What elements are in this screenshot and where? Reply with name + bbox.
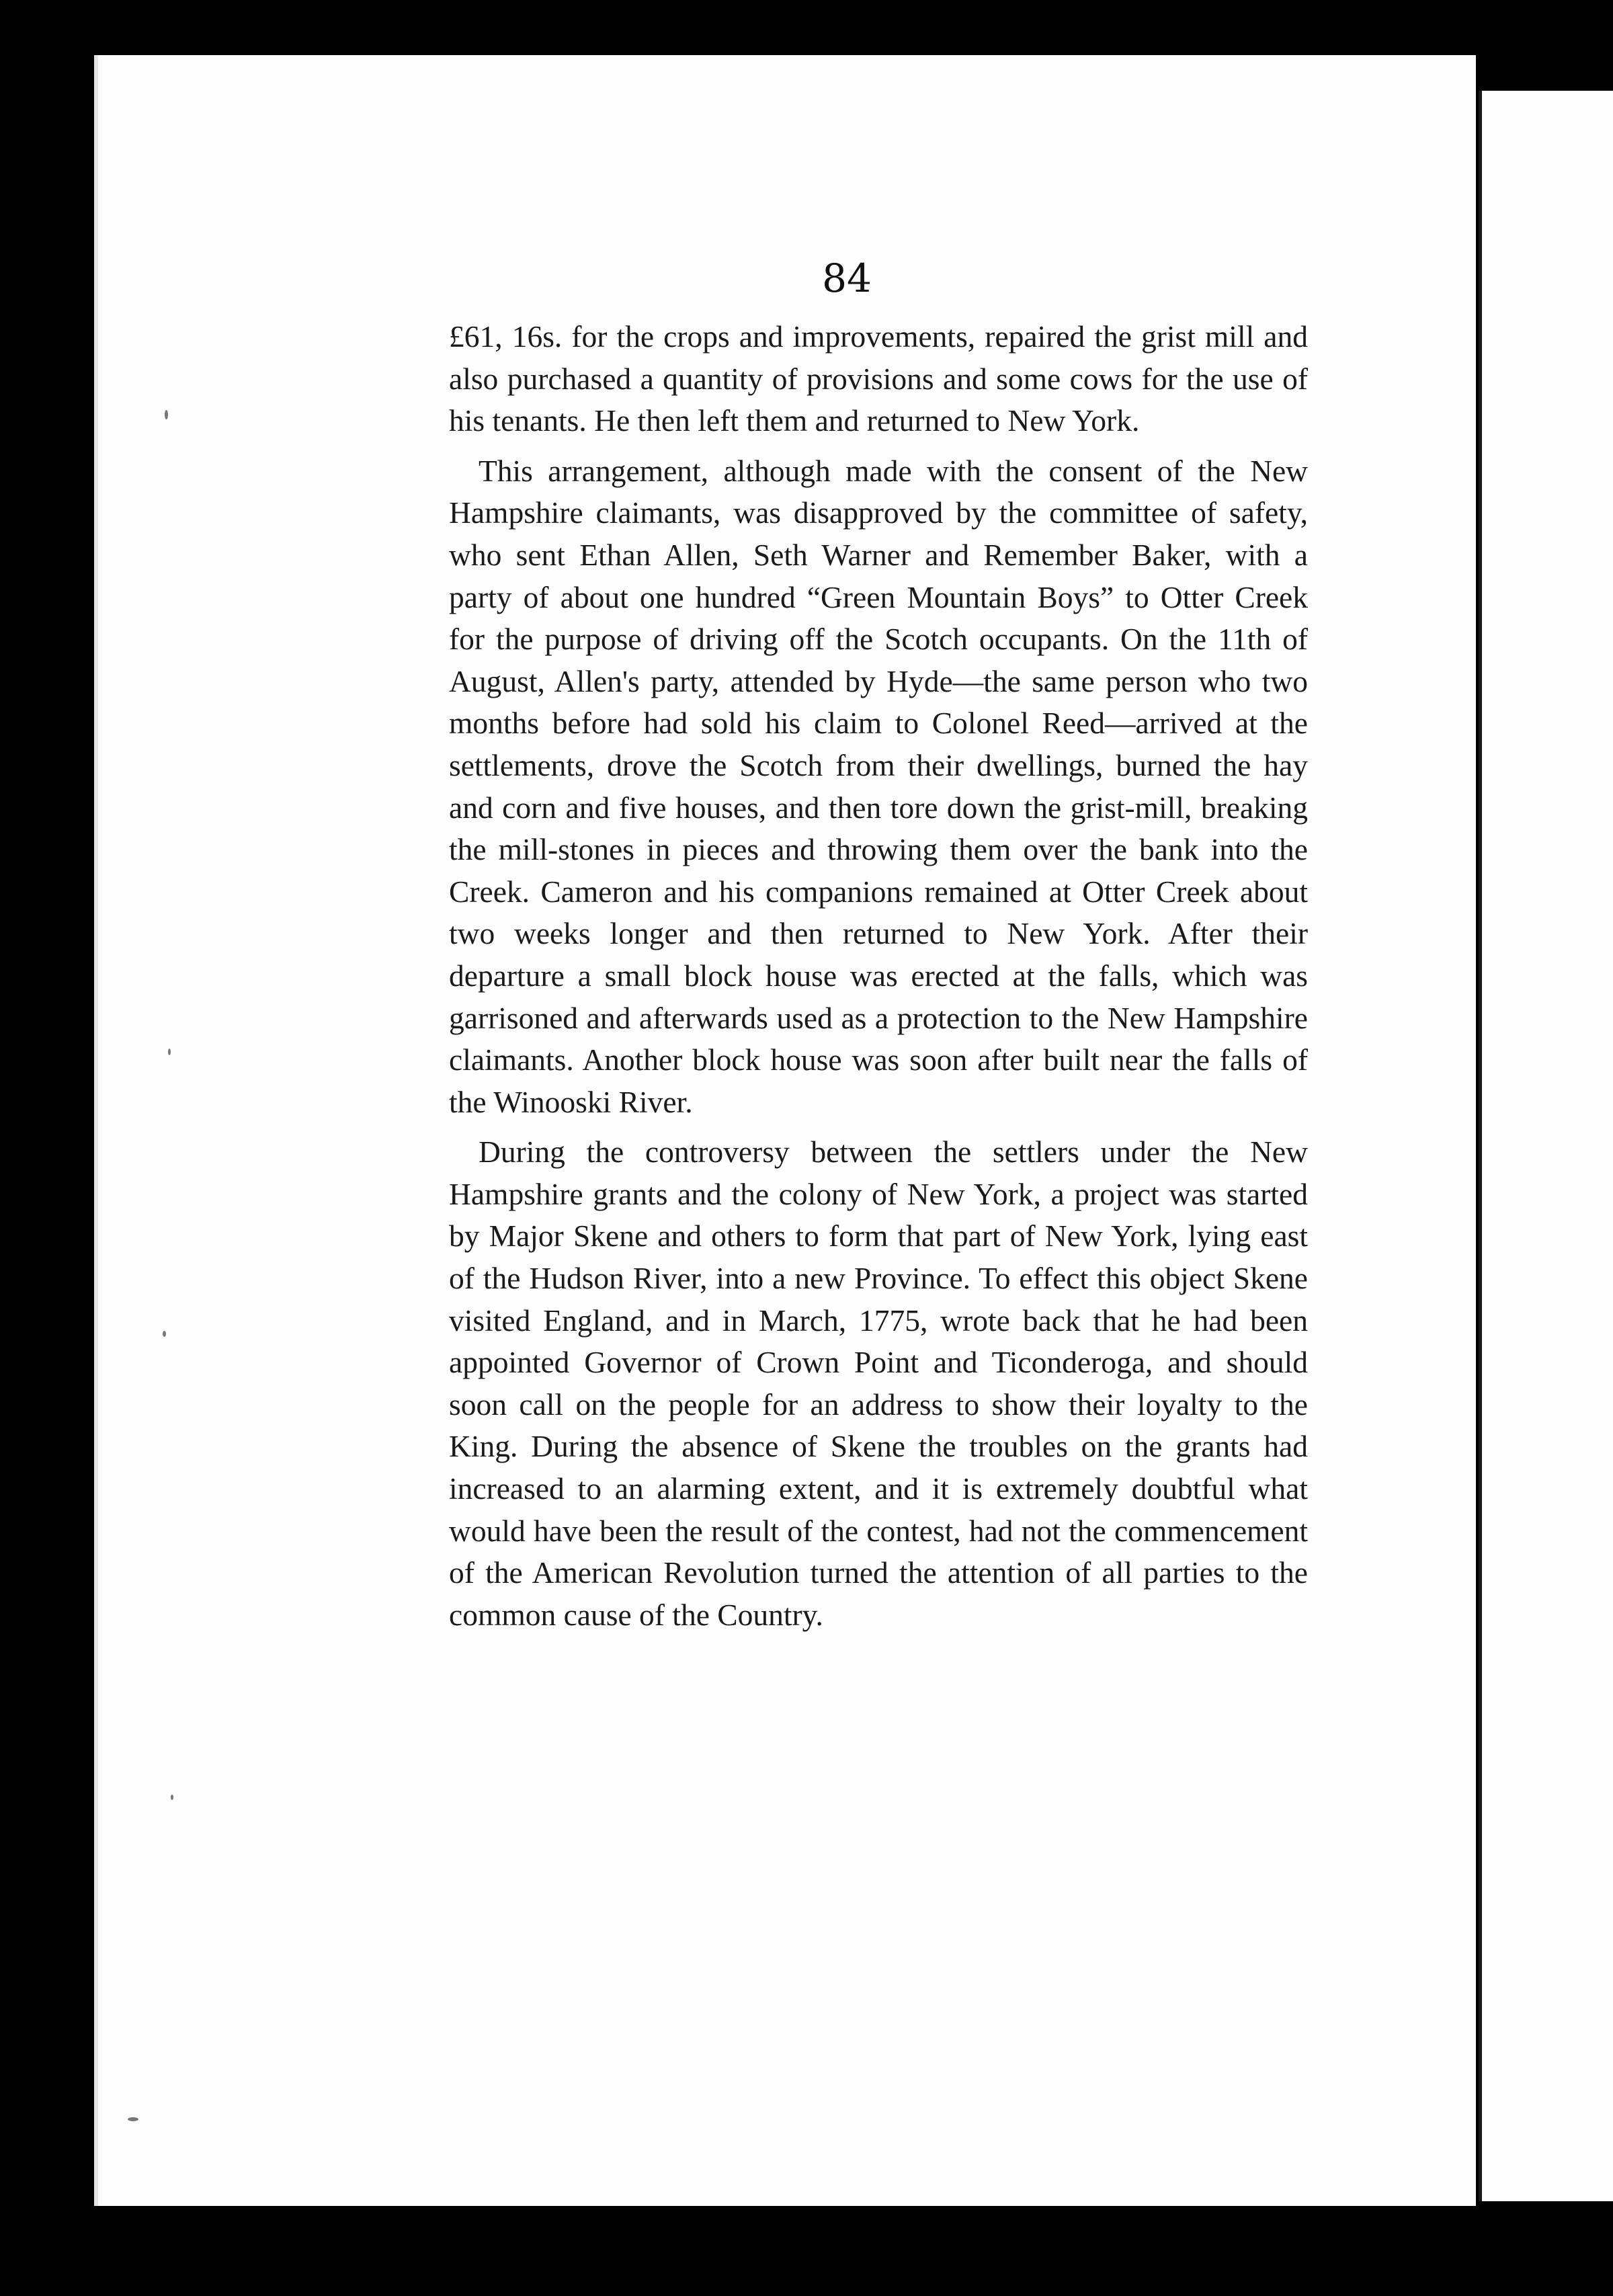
speck	[171, 1795, 173, 1800]
next-page-sliver	[1482, 91, 1613, 2201]
paragraph-3: During the controversy between the settlers under the New Hampshire grants and the colony of New York, a project was started by Major Skene and others to form that part of New York, lying east of the Hudson River, into a new Province. To effect this object Skene visited England, and in March, 1775, wrote back that he had been appointed Governor of Crown Point and Ticonderoga, and should soon call on the people for an address to show their loyalty to the King. During the absence of Skene the troubles on the grants had increased to an alarming extent, and it is extremely doubtful what would have been the result of the contest, had not the commencement of the American Revolution turned the attention of all parties to the common cause of the Country.	[449, 1135, 1308, 1632]
speck	[128, 2117, 138, 2121]
page-number: 84	[822, 255, 872, 301]
speck	[163, 1331, 166, 1337]
speck	[165, 410, 168, 419]
margin-specks	[101, 134, 181, 2151]
paragraph-2: This arrangement, although made with the consent of the New Hampshire claimants, was disapproved by the committee of safety, who sent Ethan Allen, Seth Warner and Remember Baker, with a party of about one hundred “Green Mountain Boys” to Otter Creek for the purpose of driving off the Scotch occupants. On the 11th of August, Allen's party, attended by Hyde—the same person who two months before had sold his claim to Colonel Reed—arrived at the settlements, drove the Scotch from their dwellings, burned the hay and corn and five houses, and then tore down the grist-mill, breaking the mill-stones in pieces and throwing them over the bank into the Creek. Cameron and his companions remained at Otter Creek about two weeks longer and then returned to New York. After their departure a small block house was erected at the falls, which was garrisoned and afterwards used as a protection to the New Hampshire claimants. Another block house was soon after built near the falls of the Winooski River.	[449, 453, 1308, 1119]
body-text	[449, 316, 1308, 1644]
paragraph-1: £61, 16s. for the crops and improvements, repaired the grist mill and also purchased a quantity of provisions and some cows for the use of his tenants. He then left them and returned to New York.	[449, 319, 1308, 438]
speck	[168, 1049, 171, 1055]
